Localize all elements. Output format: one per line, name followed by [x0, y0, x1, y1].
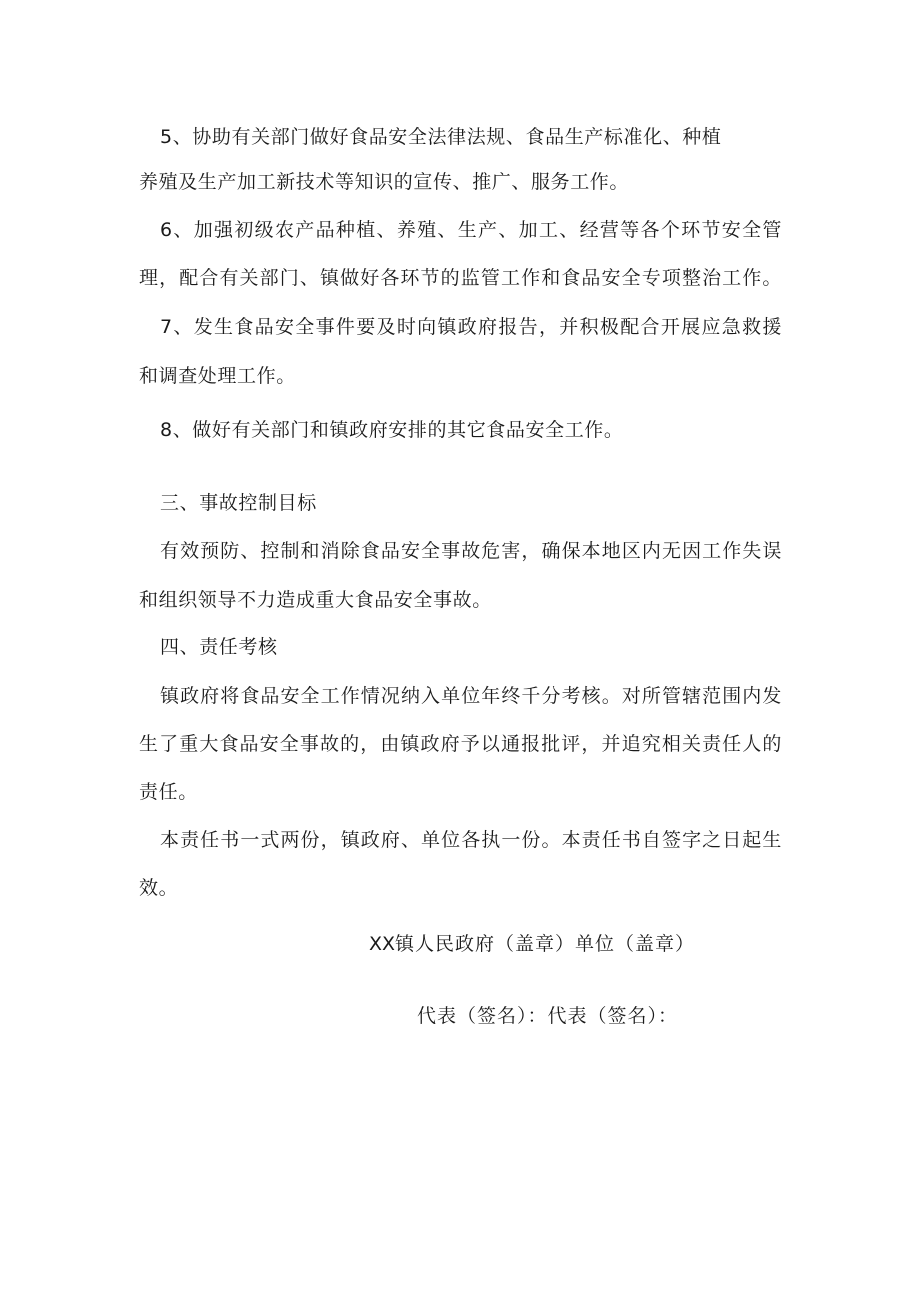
item-7-number: 7: [160, 316, 173, 338]
item-6-line-2: 理，配合有关部门、镇做好各环节的监管工作和食品安全专项整治工作。: [139, 267, 782, 289]
item-7-line-2: 和调查处理工作。: [139, 365, 296, 387]
org-prefix: XX: [369, 933, 396, 955]
org-seal-text: 镇人民政府（盖章）单位（盖章）: [395, 933, 696, 955]
item-7-line-1: [160, 315, 782, 339]
item-6-text-1: 、加强初级农产品种植、养殖、生产、加工、经营等各个环节安全管: [172, 219, 782, 241]
section-3-heading: 三、事故控制目标: [160, 492, 317, 514]
item-6-number: 6: [160, 219, 173, 241]
item-8-line-1: [160, 418, 624, 442]
closing-line-1: 本责任书一式两份，镇政府、单位各执一份。本责任书自签字之日起生: [160, 829, 782, 851]
section-4-heading: 四、责任考核: [160, 636, 278, 658]
item-8-number: 8: [160, 419, 173, 441]
item-5-line-1: [160, 125, 722, 149]
item-7-text-1: 、发生食品安全事件要及时向镇政府报告，并积极配合开展应急救援: [172, 316, 782, 338]
section-4-line-1: 镇政府将食品安全工作情况纳入单位年终千分考核。对所管辖范围内发: [160, 685, 782, 707]
item-5-line-2: 养殖及生产加工新技术等知识的宣传、推广、服务工作。: [139, 171, 630, 193]
item-5-number: 5: [160, 126, 173, 148]
signature-organizations: [369, 932, 695, 956]
section-3-line-1: 有效预防、控制和消除食品安全事故危害，确保本地区内无因工作失误: [160, 540, 782, 562]
item-5-text-1: 、协助有关部门做好食品安全法律法规、食品生产标准化、种植: [172, 126, 722, 148]
item-8-text-1: 、做好有关部门和镇政府安排的其它食品安全工作。: [172, 419, 624, 441]
section-4-line-2: 生了重大食品安全事故的，由镇政府予以通报批评，并追究相关责任人的: [139, 733, 782, 755]
closing-line-2: 效。: [139, 877, 179, 899]
signature-representatives: 代表（签名）：代表（签名）：: [417, 1005, 679, 1027]
section-3-line-2: 和组织领导不力造成重大食品安全事故。: [139, 589, 492, 611]
item-6-line-1: [160, 218, 782, 242]
section-4-line-3: 责任。: [139, 781, 198, 803]
